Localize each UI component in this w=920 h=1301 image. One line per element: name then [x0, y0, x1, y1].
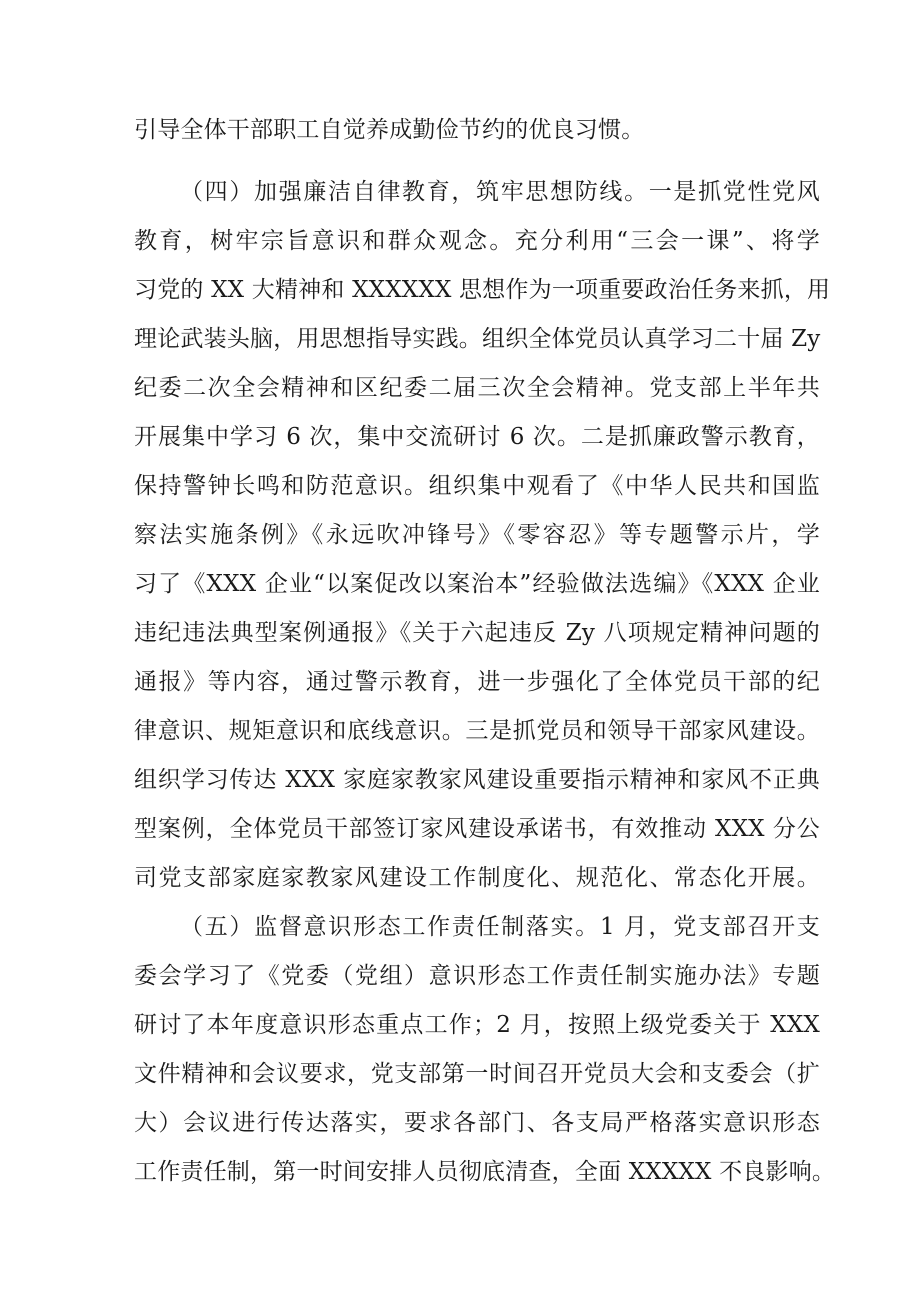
text-line: 保持警钟长鸣和防范意识。组织集中观看了《中华人民共和国监 [134, 473, 820, 499]
text-line: 委会学习了《党委（党组）意识形态工作责任制实施办法》专题 [134, 963, 820, 989]
text-line: 察法实施条例》《永远吹冲锋号》《零容忍》等专题警示片，学 [134, 522, 820, 548]
paragraph-four-heading-line: （四）加强廉洁自律教育，筑牢思想防线。一是抓党性党风 [180, 179, 820, 205]
text-line: 理论武装头脑，用思想指导实践。组织全体党员认真学习二十届 Zy [134, 326, 821, 352]
text-line: 型案例，全体党员干部签订家风建设承诺书，有效推动 XXX 分公 [134, 816, 820, 842]
text-line: 组织学习传达 XXX 家庭家教家风建设重要指示精神和家风不正典 [134, 767, 820, 793]
text-line: 习党的 XX 大精神和 XXXXXX 思想作为一项重要政治任务来抓，用 [134, 277, 831, 303]
text-line: 教育，树牢宗旨意识和群众观念。充分利用“三会一课”、将学 [134, 228, 820, 254]
text-line: 大）会议进行传达落实，要求各部门、各支局严格落实意识形态 [134, 1110, 820, 1136]
text-line: 引导全体干部职工自觉养成勤俭节约的优良习惯。 [134, 117, 645, 143]
text-line: 文件精神和会议要求，党支部第一时间召开党员大会和支委会（扩 [134, 1061, 820, 1087]
text-line: 违纪违法典型案例通报》《关于六起违反 Zy 八项规定精神问题的 [134, 620, 820, 646]
text-line: 开展集中学习 6 次，集中交流研讨 6 次。二是抓廉政警示教育， [134, 424, 820, 450]
text-line: 工作责任制，第一时间安排人员彻底清查，全面 XXXXX 不良影响。 [134, 1159, 836, 1185]
text-line: 习了《XXX 企业“以案促改以案治本”经验做法选编》《XXX 企业 [134, 571, 820, 597]
text-line: 研讨了本年度意识形态重点工作；2 月，按照上级党委关于 XXX [134, 1012, 820, 1038]
text-line: 律意识、规矩意识和底线意识。三是抓党员和领导干部家风建设。 [134, 718, 820, 744]
paragraph-five-heading-line: （五）监督意识形态工作责任制落实。1 月，党支部召开支 [180, 914, 820, 940]
text-line: 纪委二次全会精神和区纪委二届三次全会精神。党支部上半年共 [134, 375, 820, 401]
text-line: 司党支部家庭家教家风建设工作制度化、规范化、常态化开展。 [134, 865, 820, 891]
text-line: 通报》等内容，通过警示教育，进一步强化了全体党员干部的纪 [134, 669, 820, 695]
